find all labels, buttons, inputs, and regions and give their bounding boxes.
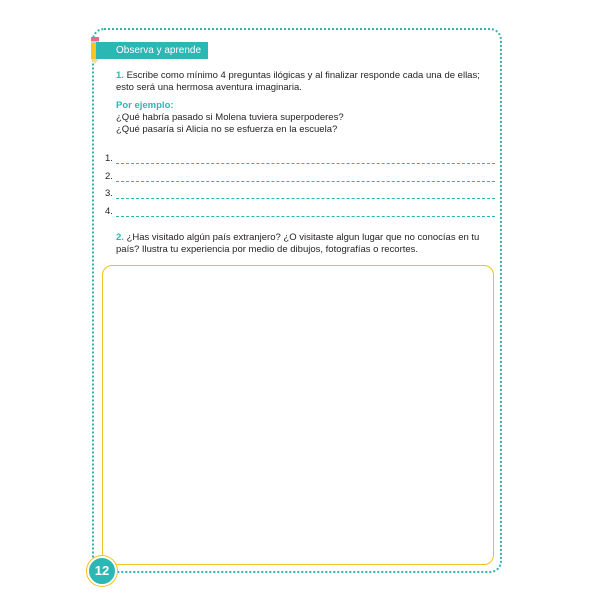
example-line-1: ¿Qué habría pasado si Molena tuviera superpoderes? xyxy=(116,112,344,123)
answer-line-2[interactable] xyxy=(105,171,495,185)
answer-line-label: 1. xyxy=(105,153,113,164)
example-line-2: ¿Qué pasaría si Alicia no se esfuerza en la escuela? xyxy=(116,124,338,135)
drawing-area[interactable] xyxy=(102,265,494,565)
answer-line-label: 3. xyxy=(105,188,113,199)
question-2 xyxy=(116,232,496,256)
answer-line-rule xyxy=(116,181,495,182)
answer-line-rule xyxy=(116,216,495,217)
answer-line-4[interactable] xyxy=(105,206,495,220)
question-1 xyxy=(116,70,496,94)
question-2-text: ¿Has visitado algún país extranjero? ¿O visitaste algun lugar que no conocías en tu país? Ilustra tu experiencia por medio de dibujos, fotografías o recortes. xyxy=(116,232,480,255)
question-1-number: 1. xyxy=(116,70,124,81)
answer-line-1[interactable] xyxy=(105,153,495,167)
answer-line-rule xyxy=(116,163,495,164)
answer-line-label: 2. xyxy=(105,171,113,182)
answer-line-3[interactable] xyxy=(105,188,495,202)
answer-line-rule xyxy=(116,198,495,199)
section-title: Observa y aprende xyxy=(96,42,208,59)
question-2-number: 2. xyxy=(116,232,124,243)
page-number: 12 xyxy=(87,556,117,586)
question-1-text: Escribe como mínimo 4 preguntas ilógicas y al finalizar responde cada una de ellas; esto será una hermosa aventura imaginaria. xyxy=(116,70,480,93)
example-title: Por ejemplo: xyxy=(116,100,174,111)
answer-line-label: 4. xyxy=(105,206,113,217)
